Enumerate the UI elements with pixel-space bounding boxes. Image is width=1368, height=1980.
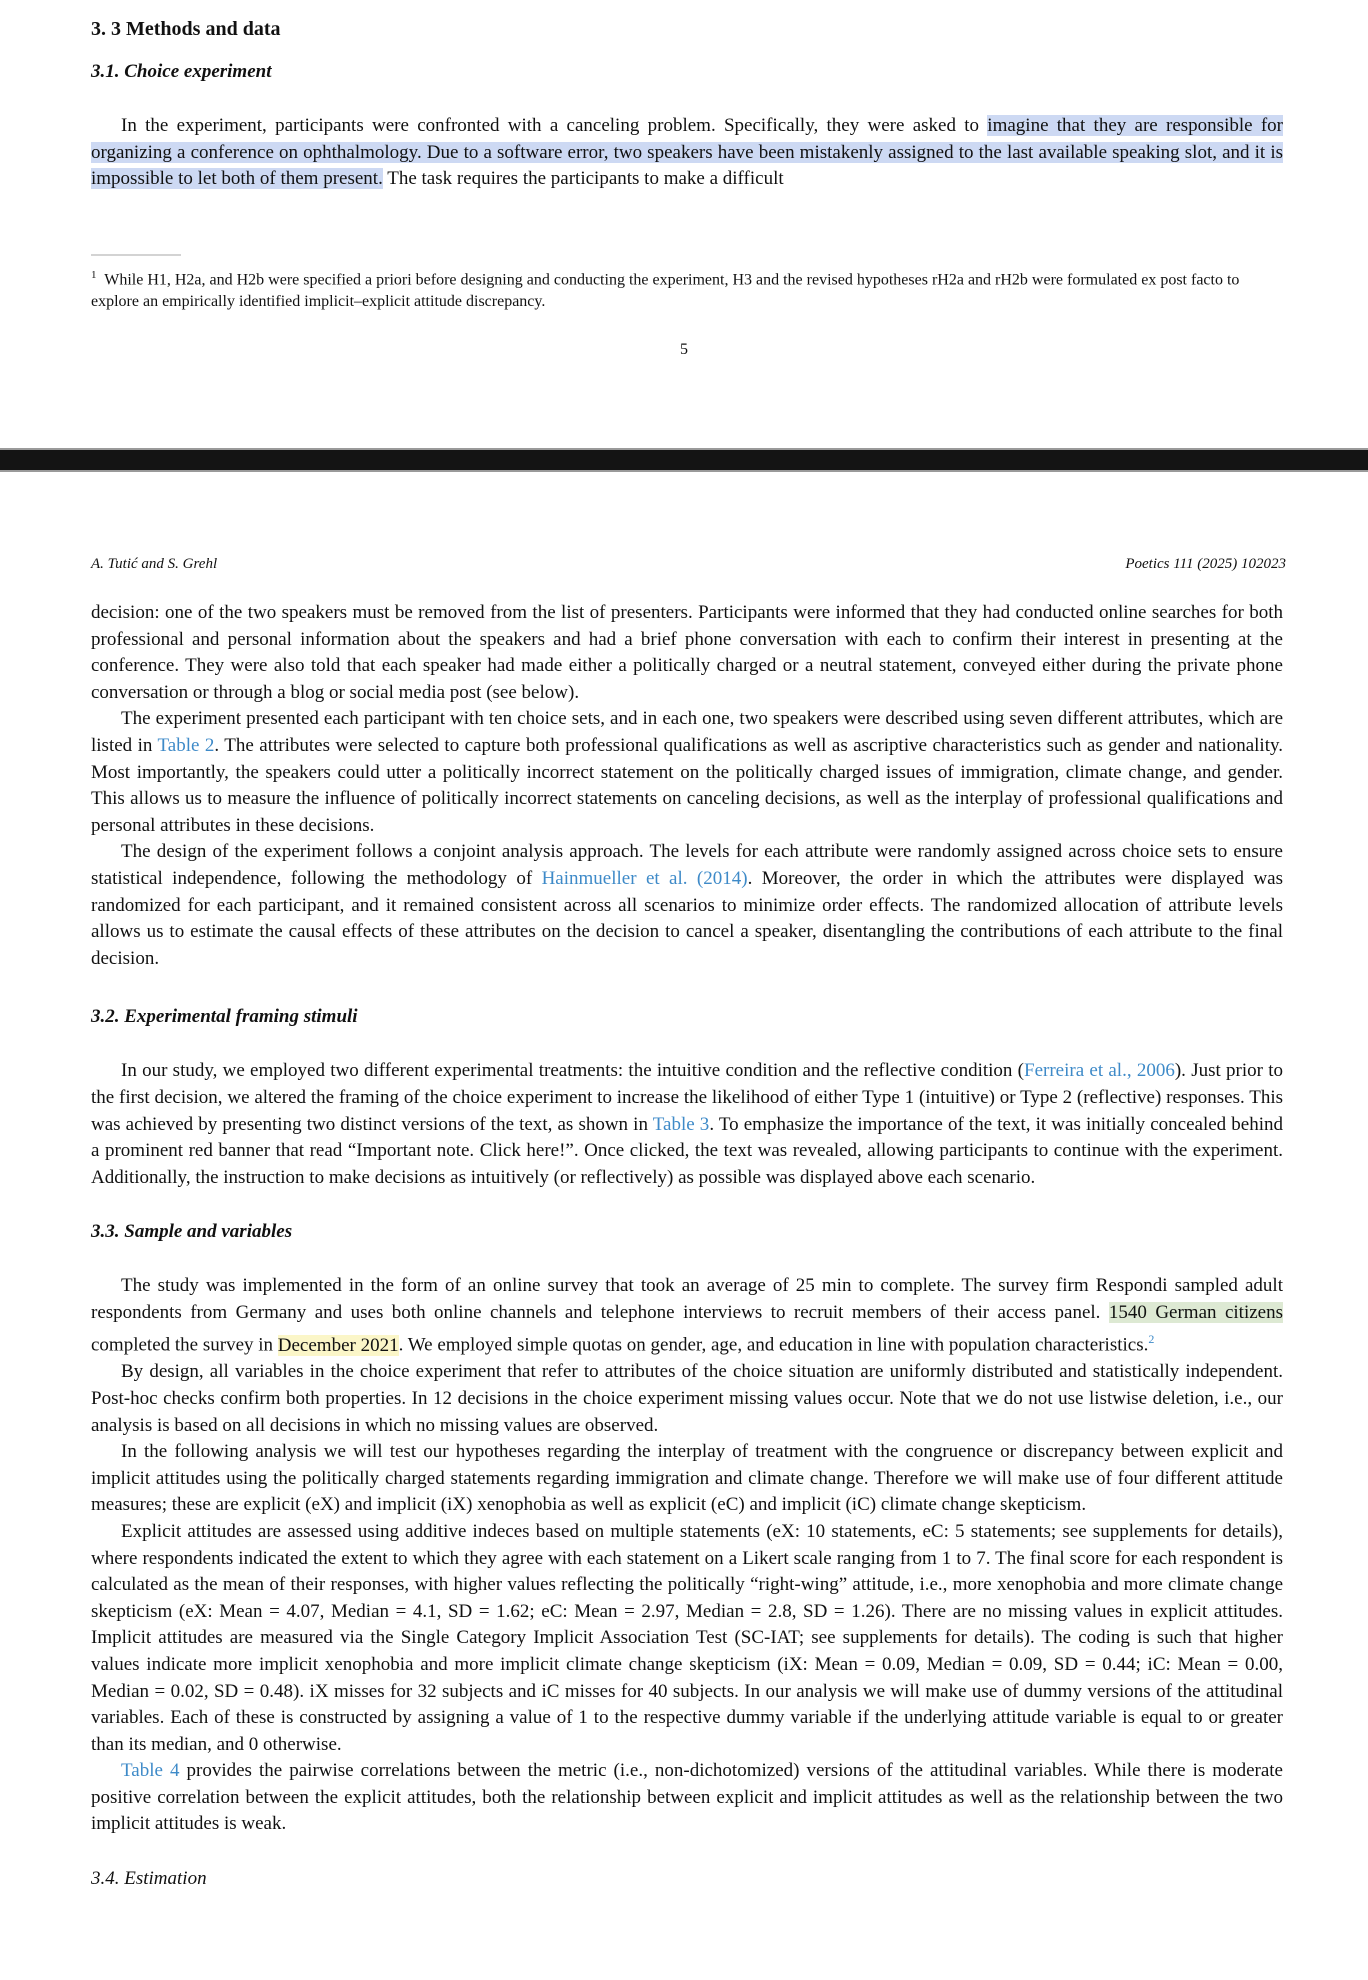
paragraph-explicit-implicit: Explicit attitudes are assessed using additive indeces based on multiple statements (eX: 10 statements, eC: 5 statements; see supplements for details), where respondents indicated the extent to which they agree with each statement on a Likert scale ranging from 1 to 7. The final score for each respondent is calculated as the mean of their responses, with higher values reflecting the politically “right-wing” attitude, i.e., more xenophobia and more climate change skepticism (eX: Mean = 4.07, Median = 4.1, SD = 1.62; eC: Mean = 2.97, Median = 2.8, SD = 1.26). There are no missing values in explicit attitudes. Implicit attitudes are measured via the Single Category Implicit Association Test (SC-IAT; see supplements for details). The coding is such that higher values indicate more implicit xenophobia and more implicit climate change skepticism (iX: Mean = 0.09, Median = 0.09, SD = 0.44; iC: Mean = 0.00, Median = 0.02, SD = 0.48). iX misses for 32 subjects and iC misses for 40 subjects. In our analysis we will make use of dummy versions of the attitudinal variables. Each of these is constructed by assigning a value of 1 to the respective dummy variable if the underlying attitude variable is equal to or greater than its median, and 0 otherwise. <box>91 1520 1283 1755</box>
footnote-ref-2[interactable]: 2 <box>1148 1332 1155 1347</box>
paragraph-sample: The study was implemented in the form of an online survey that took an average of 25 min to complete. The survey firm Respondi sampled adult respondents from Germany and uses both online channels and telephone interviews to recruit members of their access panel. 1540 German citizens completed the survey in December 2021. We employed simple quotas on gender, age, and education in line with population characteristics.$^2$ <box>91 1275 1283 1356</box>
section-heading-methods: 3. 3 Methods and data <box>91 18 281 40</box>
pdf-page-6 <box>0 472 1368 1980</box>
highlight-survey-date[interactable]: December 2021 <box>277 1334 399 1356</box>
paragraph-framing: In our study, we employed two different experimental treatments: the intuitive condition and the reflective condition (Ferreira et al., 2006). Just prior to the first decision, we altered the framing of the choice experiment to increase the likelihood of either Type 1 (intuitive) or Type 2 (reflective) responses. This was achieved by presenting two distinct versions of the text, as shown in Table 3. To emphasize the importance of the text, it was initially concealed behind a prominent red banner that read “Important note. Click here!”. Once clicked, the text was revealed, allowing participants to continue with the experiment. Additionally, the instruction to make decisions as intuitively (or reflectively) as possible was displayed above each scenario. <box>91 1060 1283 1188</box>
footnote-rule <box>91 254 181 256</box>
link-hainmueller-2014[interactable]: Hainmueller et al. (2014) <box>541 867 748 889</box>
highlight-sample-size[interactable]: 1540 German citizens <box>1108 1301 1283 1323</box>
text-selection-highlight[interactable]: imagine that they are responsible for organizing a conference on ophthalmology. Due to a software error, two speakers have been mistakenly assigned to the last available speaking slot, and it is impossible to let both of them present. <box>91 115 1283 190</box>
running-head-authors: A. Tutić and S. Grehl <box>91 556 218 572</box>
subsection-heading-estimation-partial: 3.4. Estimation <box>91 1868 207 1890</box>
footnote-number: 1 <box>91 269 97 281</box>
link-table-3[interactable]: Table 3 <box>652 1113 710 1135</box>
page-5-body <box>91 18 1283 193</box>
paragraph-choice-experiment: In the experiment, participants were confronted with a canceling problem. Specifically, they were asked to imagine that they are responsible for organizing a conference on ophthalmology. Due to a software error, two speakers have been mistakenly assigned to the last available speaking slot, and it is impossible to let both of them present. The task requires the participants to make a difficult <box>91 115 1283 190</box>
footnote-1: $^1$ While H1, H2a, and H2b were specified a priori before designing and conducting the experiment, H3 and the revised hypotheses rH2a and rH2b were formulated ex post facto to explore an empirically identified implicit–explicit attitude discrepancy. <box>91 269 1240 311</box>
page-separator <box>0 448 1368 472</box>
link-table-4[interactable]: Table 4 <box>121 1760 180 1782</box>
paragraph-attributes: The experiment presented each participant with ten choice sets, and in each one, two speakers were described using seven different attributes, which are listed in Table 2. The attributes were selected to capture both professional qualifications as well as ascriptive characteristics such as gender and nationality. Most importantly, the speakers could utter a politically incorrect statement on the politically charged issues of immigration, climate change, and gender. This allows us to measure the influence of politically incorrect statements on canceling decisions, as well as the interplay of professional qualifications and personal attributes in these decisions. <box>91 708 1283 836</box>
page-6-body <box>91 600 1283 1890</box>
subsection-heading-sample-variables: 3.3. Sample and variables <box>91 1221 293 1243</box>
subsection-heading-choice-experiment: 3.1. Choice experiment <box>91 61 272 82</box>
paragraph-design-independence: By design, all variables in the choice experiment that refer to attributes of the choice situation are uniformly distributed and statistically independent. Post-hoc checks confirm both properties. In 12 decisions in the choice experiment missing values occur. Note that we do not use listwise deletion, i.e., our analysis is based on all decisions in which no missing values are observed. <box>91 1361 1283 1436</box>
paragraph-conjoint-design: The design of the experiment follows a conjoint analysis approach. The levels for each attribute were randomly assigned across choice sets to ensure statistical independence, following the methodology of Hainmueller et al. (2014). Moreover, the order in which the attributes were displayed was randomized for each participant, and it remained consistent across all scenarios to minimize order effects. The randomized allocation of attribute levels allows us to estimate the causal effects of these attributes on the decision to cancel a speaker, disentangling the contributions of each attribute to the final decision. <box>91 841 1283 969</box>
subsection-heading-framing-stimuli: 3.2. Experimental framing stimuli <box>91 1006 358 1028</box>
link-ferreira-2006[interactable]: Ferreira et al., 2006 <box>1024 1060 1175 1082</box>
paragraph-continued: decision: one of the two speakers must be removed from the list of presenters. Participants were informed that they had conducted online searches for both professional and personal information about the speakers and had a brief phone conversation with each to confirm their interest in presenting at the conference. They were also told that each speaker had made either a politically charged or a neutral statement, conveyed either during the private phone conversation or through a blog or social media post (see below). <box>91 602 1283 703</box>
pdf-page-5 <box>0 0 1368 448</box>
running-head-journal: Poetics 111 (2025) 102023 <box>1125 556 1286 572</box>
footnote-area <box>91 254 1283 313</box>
paragraph-attitude-measures: In the following analysis we will test our hypotheses regarding the interplay of treatment with the congruence or discrepancy between explicit and implicit attitudes using the politically charged statements regarding immigration and climate change. Therefore we will make use of four different attitude measures; these are explicit (eX) and implicit (iX) xenophobia as well as explicit (eC) and implicit (iC) climate change skepticism. <box>91 1441 1283 1516</box>
link-table-2[interactable]: Table 2 <box>157 734 215 756</box>
paragraph-correlations: Table 4 provides the pairwise correlations between the metric (i.e., non-dichotomized) versions of the attitudinal variables. While there is moderate positive correlation between the explicit attitudes, both the relationship between explicit and implicit attitudes as well as the relationship between the two implicit attitudes is weak. <box>91 1760 1283 1835</box>
page-number: 5 <box>680 341 688 358</box>
